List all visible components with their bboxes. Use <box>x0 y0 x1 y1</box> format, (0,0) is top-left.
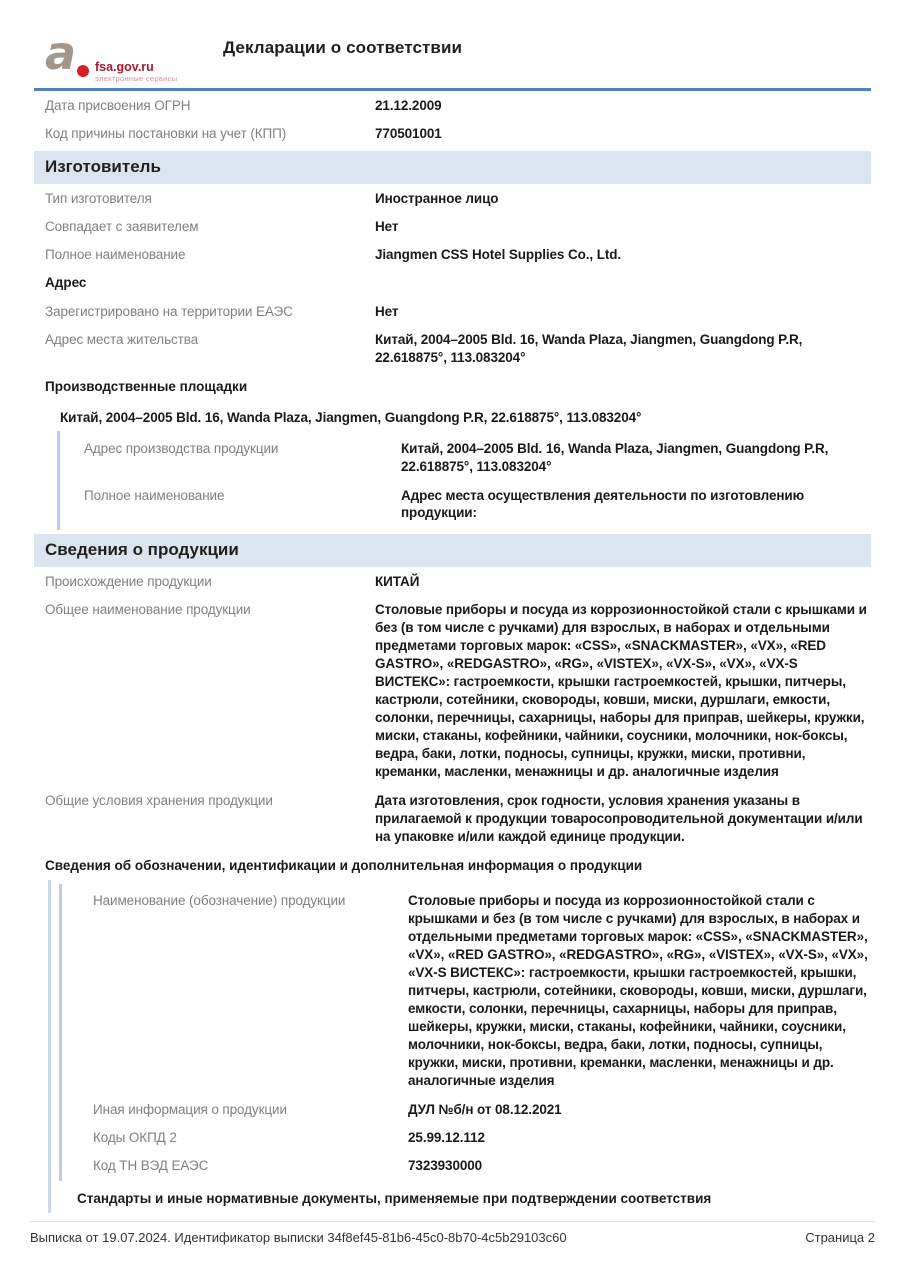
field-label: Совпадает с заявителем <box>45 218 199 234</box>
field-label: Тип изготовителя <box>45 190 152 206</box>
field-row-full-name <box>34 240 871 268</box>
field-label: Код ТН ВЭД ЕАЭС <box>93 1157 209 1173</box>
field-value: КИТАЙ <box>375 573 420 589</box>
document-footer <box>30 1230 875 1246</box>
designation-block <box>48 880 871 1213</box>
footer-page-number: Страница 2 <box>805 1230 875 1245</box>
fsa-logo-dot-icon <box>77 65 89 77</box>
section-header-manufacturer: Изготовитель <box>34 151 871 184</box>
document-content <box>34 91 871 1213</box>
field-label: Общее наименование продукции <box>45 601 251 617</box>
field-row-kpp <box>34 119 871 147</box>
field-label: Код причины постановки на учет (КПП) <box>45 125 287 141</box>
subheading-standards: Стандарты и иные нормативные документы, применяемые при подтверждении соответствия <box>77 1191 712 1206</box>
field-value: Адрес места осуществления деятельности по изготовлению продукции: <box>401 487 805 520</box>
field-value: 25.99.12.112 <box>408 1129 485 1145</box>
footer-rule <box>30 1221 875 1222</box>
subheading-address: Адрес <box>45 275 87 290</box>
field-row-tnved-code <box>82 1151 871 1179</box>
field-label: Происхождение продукции <box>45 573 212 589</box>
field-value: Нет <box>375 303 399 319</box>
section-header-product-info: Сведения о продукции <box>34 534 871 567</box>
designation-fields <box>59 884 871 1181</box>
field-value: 21.12.2009 <box>375 97 442 113</box>
fsa-logo-mark-icon: a <box>45 26 77 80</box>
field-label: Иная информация о продукции <box>93 1101 287 1117</box>
field-row-production-address <box>73 434 871 481</box>
production-site-address-line: Китай, 2004–2005 Bld. 16, Wanda Plaza, Jiangmen, Guangdong P.R, 22.618875°, 113.083204° <box>60 410 642 425</box>
field-row-product-designation <box>82 886 871 1095</box>
field-value: Столовые приборы и посуда из коррозионностойкой стали с крышками и без (в том числе с ручками) для взрослых, в наборах и отдельными предметами торговых марок: «CSS», «SNACKMASTER», «VX», «RED GASTRO», «REDGASTRO», «RG», «VISTEX», «VX-S», «VX», «VX-S ВИСТЕКС»: гастроемкости, крышки гастроемкостей, крышки, питчеры, кастрюли, сотейники, сковороды, ковши, миски, дуршлаги, емкости, солонки, перечницы, сахарницы, наборы для приправ, шейкеры, кружки, миски, стаканы, кофейники, чайники, соусники, молочники, нок-боксы, ведра, баки, лотки, подносы, супницы, кружки, миски, противни, креманки, масленки, менажницы и др. аналогичные изделия <box>408 892 868 1088</box>
field-row-residence-address <box>34 325 871 372</box>
subheading-designation-info: Сведения об обозначении, идентификации и дополнительная информация о продукции <box>45 858 643 873</box>
page-title: Декларации о соответствии <box>223 38 463 57</box>
field-label: Зарегистрировано на территории ЕАЭС <box>45 303 293 319</box>
fsa-logo-text <box>95 60 177 83</box>
field-value: Иностранное лицо <box>375 190 499 206</box>
field-value: Китай, 2004–2005 Bld. 16, Wanda Plaza, Jiangmen, Guangdong P.R, 22.618875°, 113.083204° <box>401 440 829 474</box>
field-row-storage-conditions <box>34 786 871 851</box>
field-row-manufacturer-type <box>34 184 871 212</box>
field-label: Полное наименование <box>84 487 225 503</box>
field-label: Общие условия хранения продукции <box>45 792 273 808</box>
fsa-site-label: fsa.gov.ru <box>95 60 154 74</box>
field-row-product-general-name <box>34 595 871 786</box>
field-row-eaeu-registered <box>34 297 871 325</box>
field-value: Дата изготовления, срок годности, условия хранения указаны в прилагаемой к продукции товаросопроводительной документации и/или на упаковке и/или каждой единице продукции. <box>375 792 863 844</box>
field-label: Адрес производства продукции <box>84 440 279 456</box>
field-value: 7323930000 <box>408 1157 483 1173</box>
footer-extract-info: Выписка от 19.07.2024. Идентификатор выписки 34f8ef45-81b6-45c0-8b70-4c5b29103c60 <box>30 1230 567 1245</box>
field-row-other-product-info <box>82 1095 871 1123</box>
subheading-production-sites: Производственные площадки <box>45 379 248 394</box>
field-value: Нет <box>375 218 399 234</box>
field-value: Китай, 2004–2005 Bld. 16, Wanda Plaza, Jiangmen, Guangdong P.R, 22.618875°, 113.083204° <box>375 331 803 365</box>
document-header <box>0 0 904 88</box>
field-label: Коды ОКПД 2 <box>93 1129 177 1145</box>
field-row-product-origin <box>34 567 871 595</box>
field-label: Наименование (обозначение) продукции <box>93 892 346 908</box>
field-value: Jiangmen CSS Hotel Supplies Co., Ltd. <box>375 246 622 262</box>
production-site-details-block <box>57 431 871 530</box>
field-row-ogrn-date <box>34 91 871 119</box>
field-value: Столовые приборы и посуда из коррозионностойкой стали с крышками и без (в том числе с ручками) для взрослых, в наборах и отдельными предметами торговых марок: «CSS», «SNACKMASTER», «VX», «RED GASTRO», «REDGASTRO», «RG», «VISTEX», «VX-S», «VX», «VX-S ВИСТЕКС»: гастроемкости, крышки гастроемкостей, крышки, питчеры, кастрюли, сотейники, сковороды, ковши, миски, дуршлаги, емкости, солонки, перечницы, сахарницы, наборы для приправ, шейкеры, кружки, миски, стаканы, кофейники, чайники, соусники, молочники, нок-боксы, ведра, баки, лотки, подносы, супницы, кружки, миски, противни, креманки, масленки, менажницы и др. аналогичные изделия <box>375 601 867 779</box>
field-row-okpd-codes <box>82 1123 871 1151</box>
field-label: Полное наименование <box>45 246 186 262</box>
field-row-same-as-applicant <box>34 212 871 240</box>
field-value: ДУЛ №б/н от 08.12.2021 <box>408 1101 562 1117</box>
field-row-site-full-name <box>73 481 871 526</box>
fsa-tagline: электронные сервисы <box>95 74 178 83</box>
field-label: Адрес места жительства <box>45 331 199 347</box>
field-label: Дата присвоения ОГРН <box>45 97 191 113</box>
fsa-logo <box>45 26 183 88</box>
field-value: 770501001 <box>375 125 442 141</box>
